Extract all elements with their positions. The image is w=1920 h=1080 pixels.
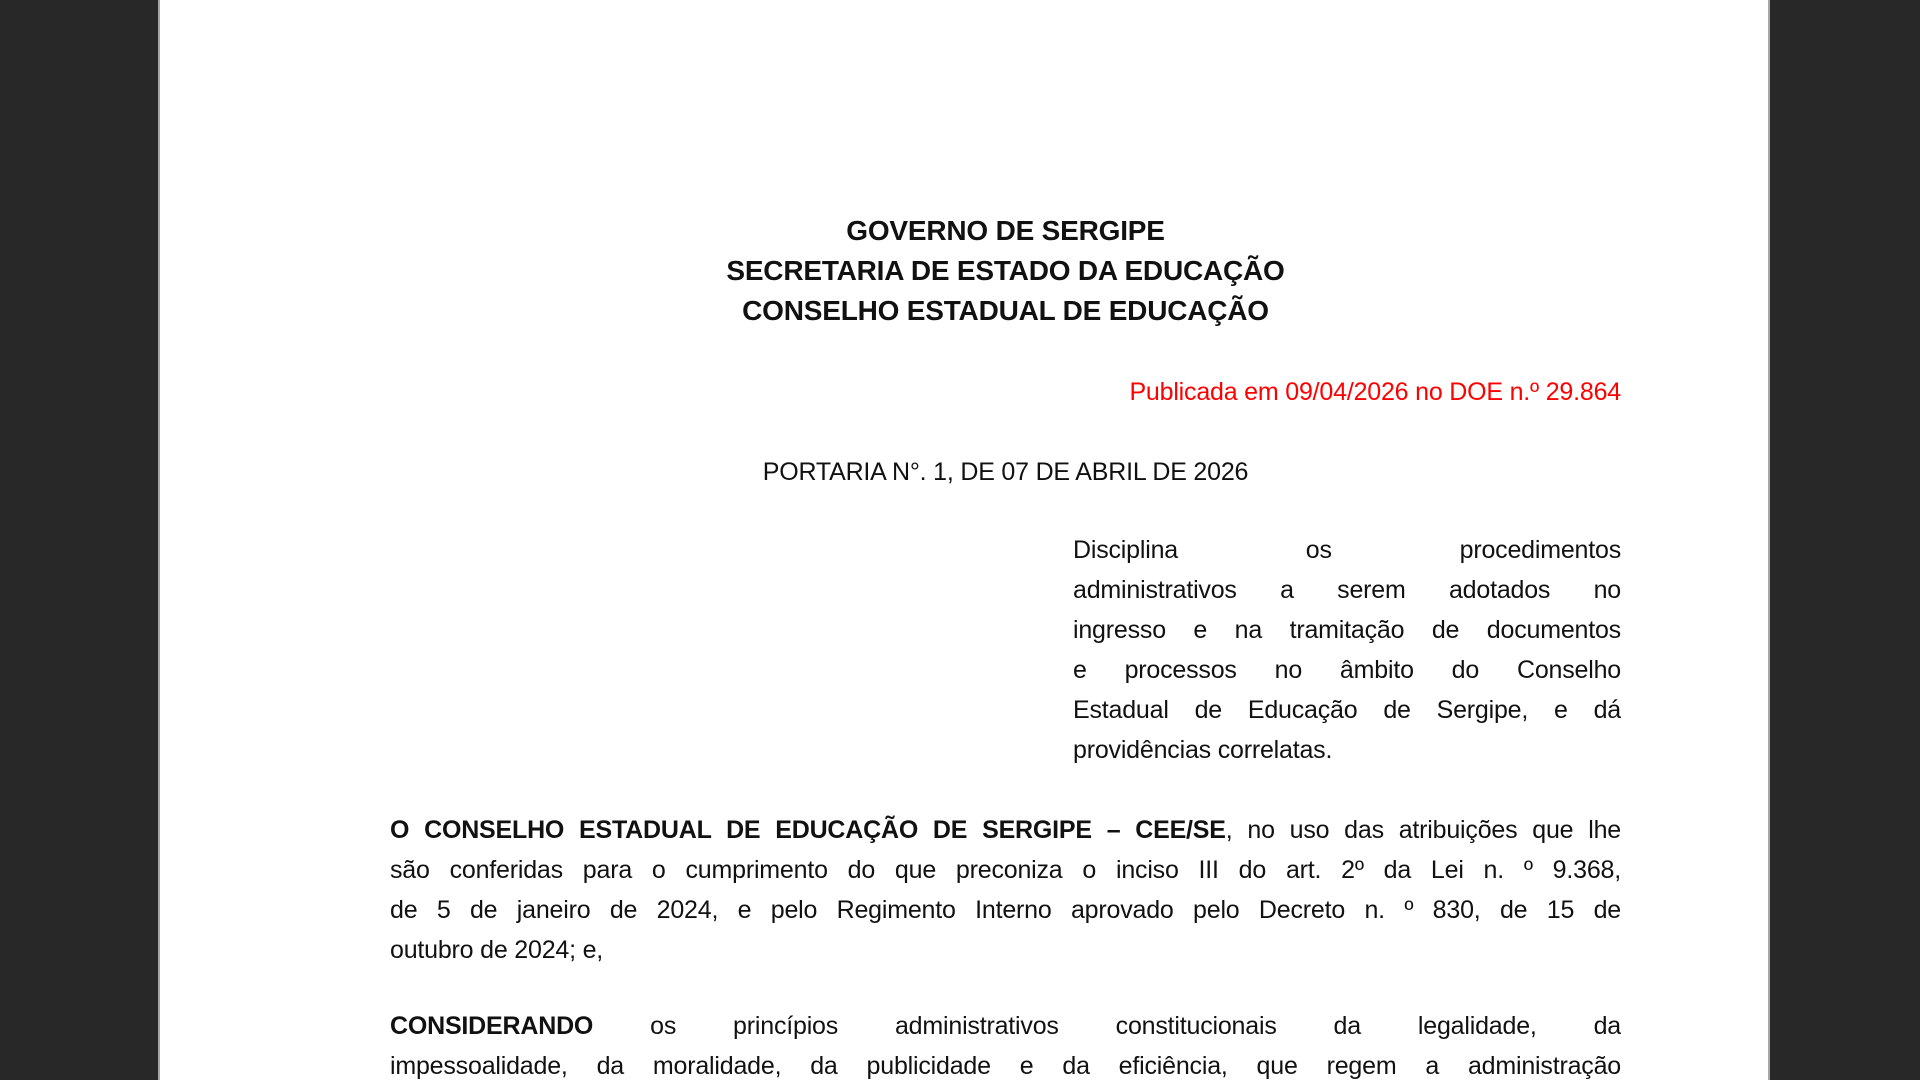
summary-line: administrativos a serem adotados no [1073, 576, 1621, 604]
preamble-line: são conferidas para o cumprimento do que preconiza o inciso III do art. 2º da Lei n. º 9.368, [390, 856, 1621, 884]
considering-paragraph [390, 1006, 1621, 1080]
summary-line: providências correlatas. [1073, 736, 1333, 764]
considering-lead-bold: CONSIDERANDO [390, 1012, 594, 1040]
letterhead [390, 211, 1621, 331]
preamble-line-text: , no uso das atribuições que lhe [1225, 816, 1621, 844]
document-content [390, 0, 1621, 1080]
summary-line: Disciplina os procedimentos [1073, 536, 1621, 564]
summary-line: Estadual de Educação de Sergipe, e dá [1073, 696, 1621, 724]
document-page [158, 0, 1770, 1080]
letterhead-line-government: GOVERNO DE SERGIPE [846, 215, 1165, 246]
considering-line: impessoalidade, da moralidade, da publicidade e da eficiência, que regem a administração [390, 1052, 1621, 1080]
considering-line-text: os princípios administrativos constitucionais da legalidade, da [593, 1012, 1621, 1040]
letterhead-line-secretariat: SECRETARIA DE ESTADO DA EDUCAÇÃO [726, 255, 1285, 286]
ordinance-title: PORTARIA N°. 1, DE 07 DE ABRIL DE 2026 [762, 458, 1249, 486]
considering-line [390, 1006, 1621, 1046]
ordinance-summary [1073, 530, 1621, 770]
letterhead-line-council: CONSELHO ESTADUAL DE EDUCAÇÃO [742, 295, 1269, 326]
summary-line: ingresso e na tramitação de documentos [1073, 616, 1621, 644]
preamble-line: de 5 de janeiro de 2024, e pelo Regimento Interno aprovado pelo Decreto n. º 830, de 15 de [390, 896, 1621, 924]
preamble-line: outubro de 2024; e, [390, 936, 604, 964]
summary-line: e processos no âmbito do Conselho [1073, 656, 1621, 684]
preamble-paragraph [390, 810, 1621, 970]
publication-note: Publicada em 09/04/2026 no DOE n.º 29.864 [1129, 378, 1621, 406]
preamble-line [390, 810, 1621, 850]
preamble-lead-bold: O CONSELHO ESTADUAL DE EDUCAÇÃO DE SERGIPE – CEE/SE [390, 816, 1226, 844]
